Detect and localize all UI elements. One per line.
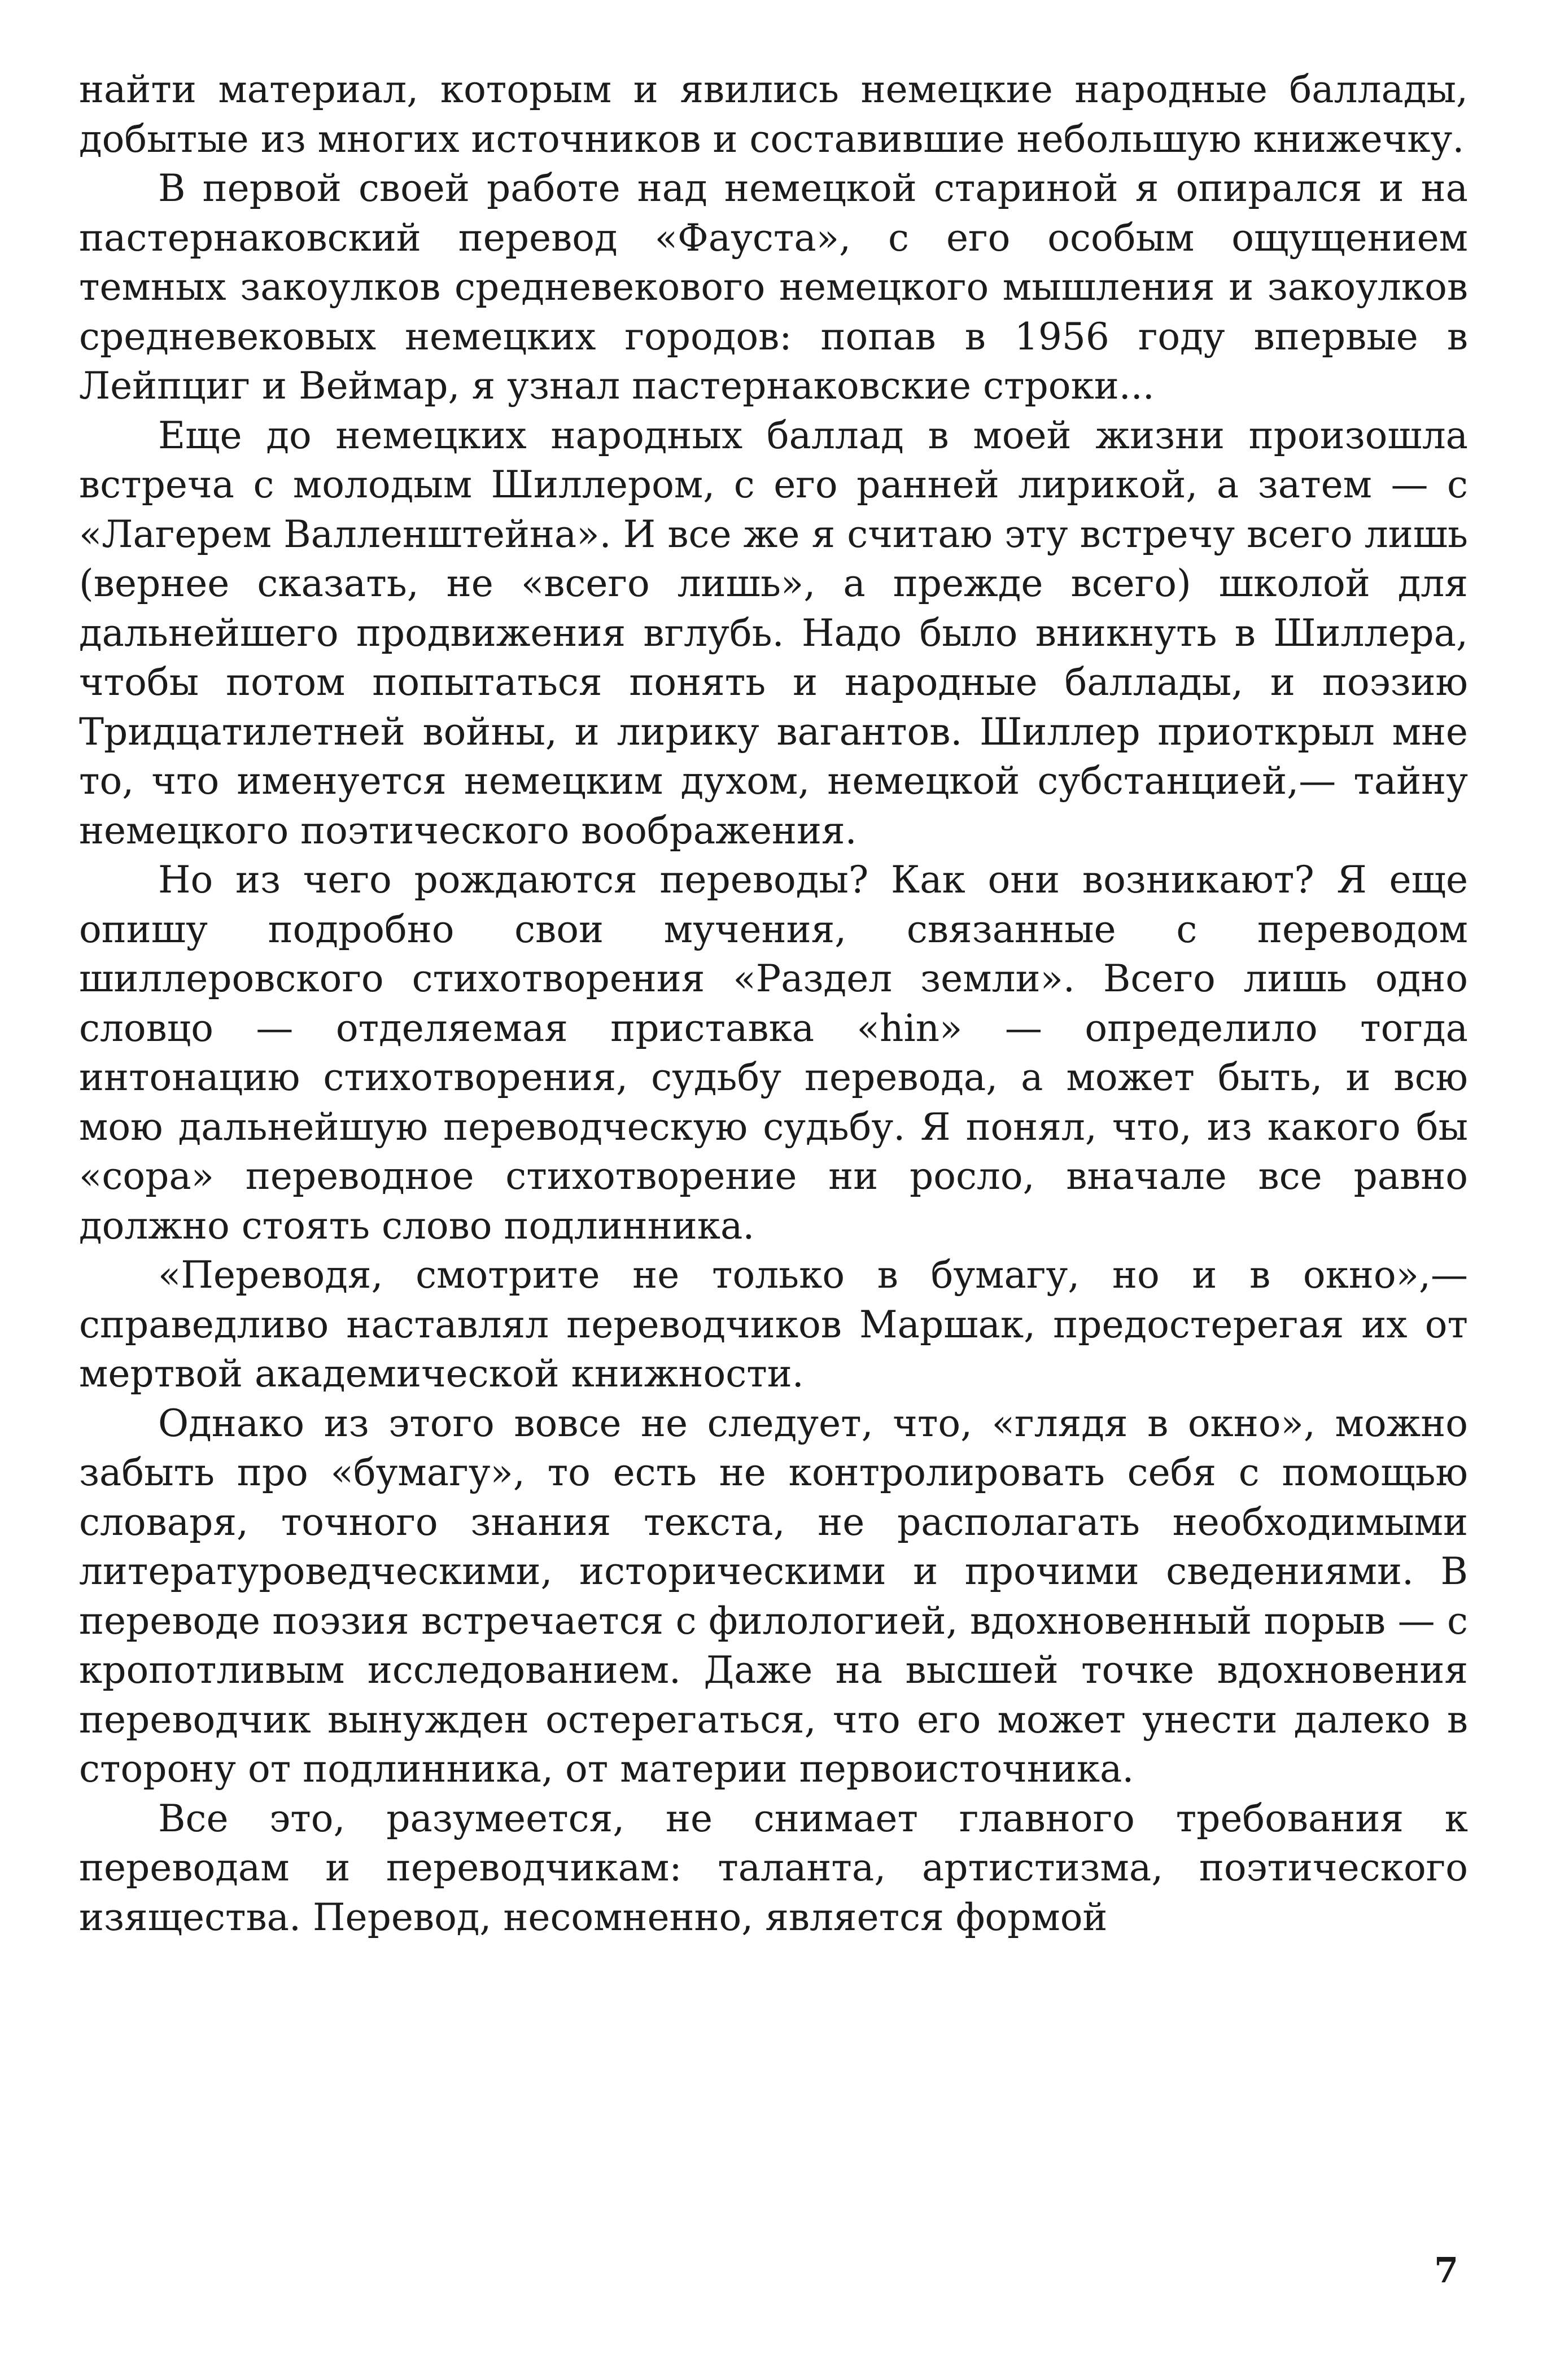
paragraph: Еще до немецких народных баллад в моей жизни произошла встреча с молодым Шиллером, с его ранней лирикой, а затем — с «Лагерем Валленштейна». И все же я считаю эту встречу всего лишь (вернее сказать, не «всего лишь», а прежде всего) школой для дальнейшего продвижения вглубь. Надо было вникнуть в Шиллера, чтобы потом попытаться понять и народные баллады, и поэзию Тридцатилетней войны, и лирику вагантов. Шиллер приоткрыл мне то, что именуется немецким духом, немецкой субстанцией,— тайну немецкого поэтического воображения. [79, 413, 1468, 852]
paragraph: Однако из этого вовсе не следует, что, «глядя в окно», можно забыть про «бумагу», то есть не контролировать себя с помощью словаря, точного знания текста, не располагать необходимыми литературоведческими, историческими и прочими сведениями. В переводе поэзия встречается с филологией, вдохновенный порыв — с кропотливым исследованием. Даже на высшей точке вдохновения переводчик вынужден остерегаться, что его может унести далеко в сторону от подлинника, от материи первоисточника. [79, 1401, 1468, 1791]
paragraph: Все это, разумеется, не снимает главного требования к переводам и переводчикам: таланта, артистизма, поэтического изящества. Перевод, несомненно, является формой [79, 1796, 1468, 1939]
paragraph: Но из чего рождаются переводы? Как они возникают? Я еще опишу подробно свои мучения, связанные с переводом шиллеровского стихотворения «Раздел земли». Всего лишь одно словцо — отделяемая приставка «hin» — определило тогда интонацию стихотворения, судьбу перевода, а может быть, и всю мою дальнейшую переводческую судьбу. Я понял, что, из какого бы «сора» переводное стихотворение ни росло, вначале все равно должно стоять слово подлинника. [79, 858, 1468, 1248]
body-text [79, 65, 1468, 1942]
paragraph: В первой своей работе над немецкой стариной я опирался и на пастернаковский перевод «Фауста», с его особым ощущением темных закоулков средневекового немецкого мышления и закоулков средневековых немецких городов: попав в 1956 году впервые в Лейпциг и Веймар, я узнал пастернаковские строки... [79, 167, 1468, 408]
page-number: 7 [1434, 2250, 1459, 2291]
paragraph: «Переводя, смотрите не только в бумагу, но и в окно»,— справедливо наставлял переводчиков Маршак, предостерегая их от мертвой академической книжности. [79, 1253, 1468, 1395]
paragraph-continuation: найти материал, которым и явились немецкие народные баллады, добытые из многих источников и составившие небольшую книжечку. [79, 68, 1468, 161]
